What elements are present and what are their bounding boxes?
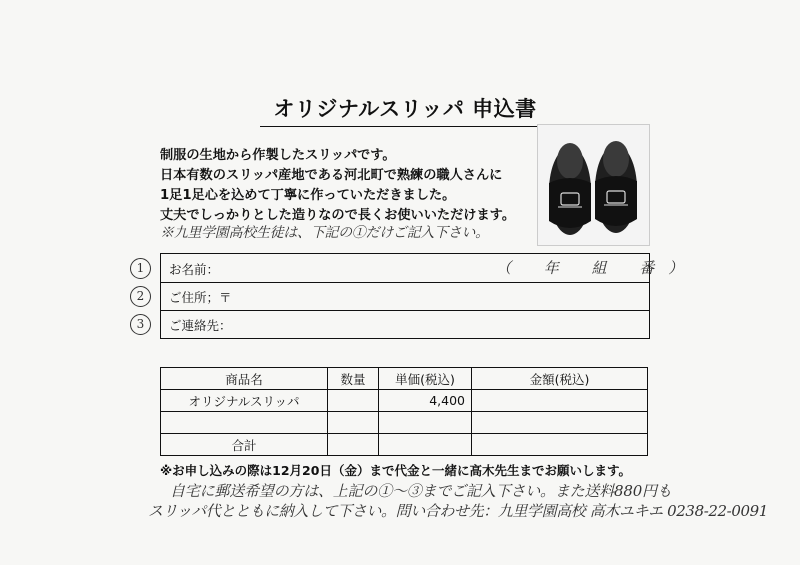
description-line: 日本有数のスリッパ産地である河北町で熟練の職人さんに [160,168,503,183]
table-row [161,390,648,412]
handwritten-footer-line: スリッパ代とともに納入して下さい。問い合わせ先：九里学園高校 高木ユキエ 0238-22-0091 [148,502,768,520]
class-fields[interactable]: （ 年 組 番） [496,259,698,277]
amount-cell[interactable] [472,412,648,434]
product-name-cell: オリジナルスリッパ [161,390,328,412]
circled-number: 1 [130,258,151,279]
header-qty: 数量 [328,368,379,390]
page-title: オリジナルスリッパ 申込書 [260,93,550,127]
total-qty-cell[interactable] [328,434,379,456]
footnote: ※お申し込みの際は12月20日（金）まで代金と一緒に高木先生までお願いします。 [160,463,631,478]
phone-row[interactable] [136,310,649,338]
product-name-cell [161,412,328,434]
total-row [161,434,648,456]
unit-price-cell: 4,400 [379,390,472,412]
name-row[interactable] [136,254,698,283]
address-row[interactable] [136,282,649,311]
circled-number: 3 [130,314,151,335]
total-unit-cell [379,434,472,456]
name-label: お名前： [169,262,220,277]
header-product: 商品名 [161,368,328,390]
slipper-icon [538,125,649,245]
address-label: ご住所；〒 [169,290,232,305]
total-amount-cell[interactable] [472,434,648,456]
table-row [161,412,648,434]
header-unit-price: 単価(税込) [379,368,472,390]
unit-price-cell [379,412,472,434]
description-line: 1足1足心を込めて丁寧に作っていただきました。 [160,188,456,203]
header-amount: 金額(税込) [472,368,648,390]
amount-cell[interactable] [472,390,648,412]
description-line: 制服の生地から作製したスリッパです。 [160,148,396,163]
handwritten-note: ※九里学園高校生徒は、下記の①だけご記入下さい。 [160,225,489,241]
qty-cell[interactable] [328,412,379,434]
handwritten-footer-line: 自宅に郵送希望の方は、上記の①～③までご記入下さい。また送料880円も [170,482,672,500]
circled-number: 2 [130,286,151,307]
total-label: 合計 [161,434,328,456]
table-header-row [161,368,648,390]
phone-label: ご連絡先： [169,318,232,333]
qty-cell[interactable] [328,390,379,412]
description-line: 丈夫でしっかりとした造りなので長くお使いいただけます。 [160,208,516,223]
contact-form [136,253,698,339]
slipper-photo [537,124,650,246]
product-table [160,367,648,456]
